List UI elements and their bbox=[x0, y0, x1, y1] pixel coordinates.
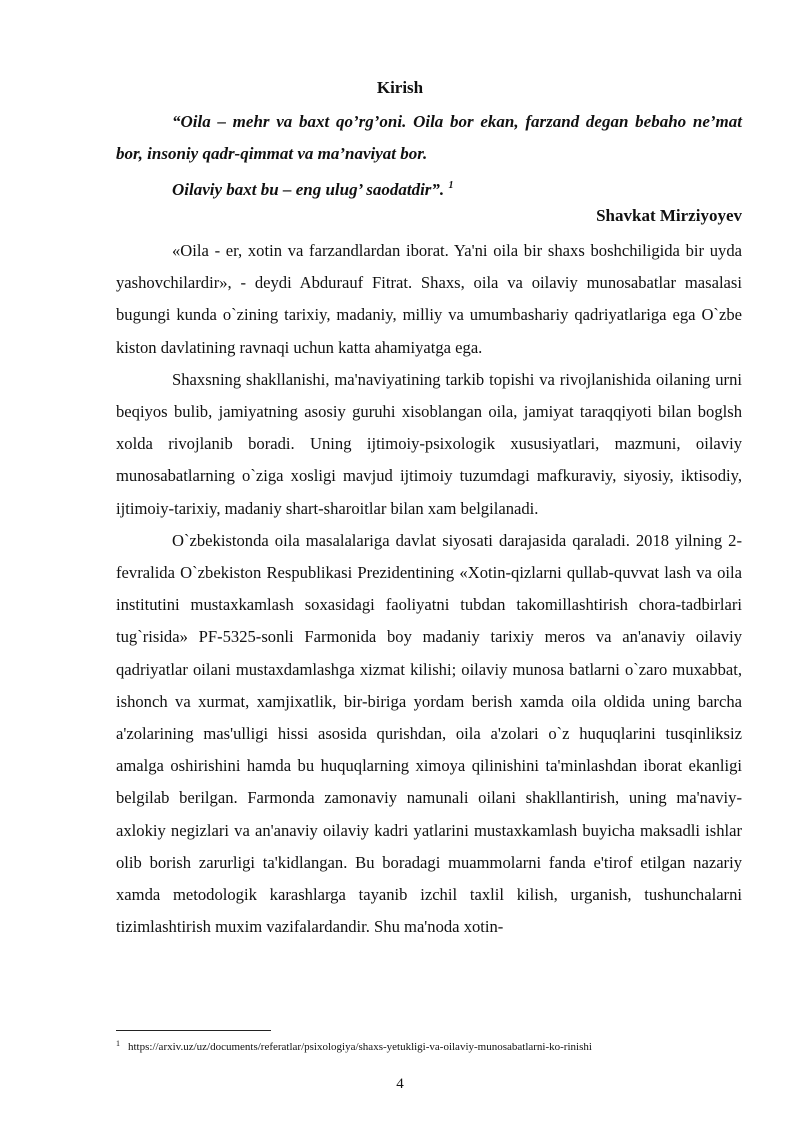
paragraph: «Oila - er, xotin va farzandlardan iborat. Ya'ni oila bir shaxs boshchiligida bir uyda yashovchilardir», - deydi Abdurauf Fitrat. Shaxs, oila va oilaviy munosabatlar masalasi bugungi kunda o`zining tarixiy, madaniy, milliy va umumbashariy qadriyatlariga ega O`zbe kiston davlatining ravnaqi uchun katta ahamiyatga ega. bbox=[116, 241, 742, 357]
epigraph-quote: “Oila – mehr va baxt qo’rg’oni. Oila bor ekan, farzand degan bebaho ne’mat bor, insoniy qadr-qimmat va ma’naviyat bor. bbox=[116, 112, 742, 163]
epigraph-closing-text: Oilaviy baxt bu – eng ulug’ saodatdir”. bbox=[172, 180, 445, 199]
epigraph-author: Shavkat Mirziyoyev bbox=[596, 206, 742, 225]
epigraph bbox=[116, 106, 742, 206]
footnote-reference[interactable]: 1 bbox=[448, 180, 454, 191]
epigraph-closing-line bbox=[116, 170, 742, 206]
page-number: 4 bbox=[396, 1076, 404, 1092]
footnote-link[interactable]: https://arxiv.uz/uz/documents/referatlar/psixologiya/shaxs-yetukligi-va-oilaviy-munosabatlarni-ko-rinishi bbox=[128, 1041, 592, 1053]
section-heading: Kirish bbox=[376, 78, 424, 97]
paragraph: O`zbekistonda oila masalalariga davlat siyosati darajasida qaraladi. 2018 yilning 2-fevralida O`zbekiston Respublikasi Prezidentining «Xotin-qizlarni qullab-quvvat lash va oila institutini mustaxkamlash soxasidagi faoliyatni tubdan takomillashtirish chora-tadbirlari tug`risida» PF-5325-sonli Farmonida boy madaniy tarixiy meros va an'anaviy oilaviy qadriyatlar oilani mustaxdamlashga xizmat kilishi; oilaviy munosa batlarni o`zaro muxabbat, ishonch va xurmat, xamjixatlik, bir-biriga yordam berish xamda oila oldida uning barcha a'zolarining mas'ulligi hissi asosida qurishdan, oila a'zolari o`z huquqlarini tusqinliksiz amalga oshirishini hamda bu huquqlarning ximoya qilinishini ta'minlashdan iborat ekanligi belgilab berilgan. Farmonda zamonaviy namunali oilani shakllantirish, uning ma'naviy-axlokiy negizlari va an'anaviy oilaviy kadri yatlarini mustaxkamlash buyicha maksadli ishlar olib borish zarurligi ta'kidlangan. Bu boradagi muammolarni fanda e'tirof etilgan nazariy xamda metodologik karashlarga tayanib izchil taxlil kilish, urganish, tushunchalarni tizimlashtirish muxim vazifalardandir. Shu ma'noda xotin- bbox=[116, 530, 742, 937]
footnote bbox=[116, 1037, 756, 1054]
body-text bbox=[116, 235, 742, 943]
paragraph: Shaxsning shakllanishi, ma'naviyatining tarkib topishi va rivojlanishida oilaning urni beqiyos bulib, jamiyatning asosiy guruhi xisoblangan oila, jamiyat taraqqiyoti bilan boglsh xolda rivojlanib boradi. Uning ijtimoiy-psixologik xususiyatlari, mazmuni, oilaviy munosabatlarning o`ziga xosligi mavjud ijtimoiy tuzumdagi mafkuraviy, siyosiy, iktisodiy, ijtimoiy-tarixiy, madaniy shart-sharoitlar bilan xam belgilanadi. bbox=[116, 369, 742, 518]
footnote-divider bbox=[116, 1030, 271, 1031]
footnote-mark: 1 bbox=[116, 1039, 120, 1048]
